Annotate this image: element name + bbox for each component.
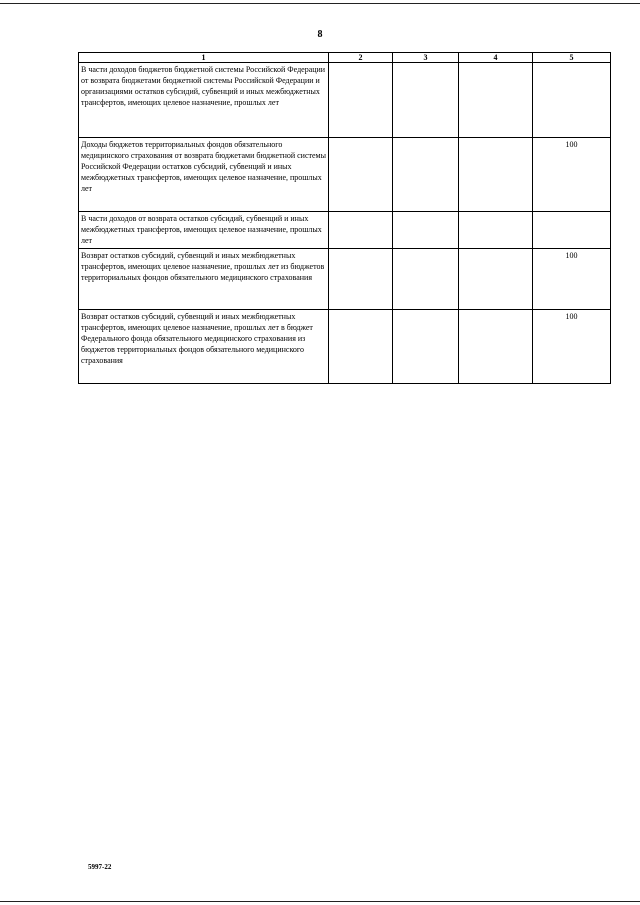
scan-bottom-edge — [0, 901, 640, 902]
row-col3 — [393, 249, 459, 310]
row-description: Доходы бюджетов территориальных фондов обязательного медицинского страхования от возврата бюджетами бюджетной системы Российской Федерации остатков субсидий, субвенций и иных межбюджетных трансфертов, имеющих целевое назначение, прошлых лет — [79, 138, 329, 212]
column-header-2: 2 — [329, 53, 393, 63]
row-col4 — [459, 212, 533, 249]
table-row — [79, 310, 611, 384]
page-number: 8 — [317, 29, 323, 40]
row-col3 — [393, 310, 459, 384]
row-col2 — [329, 249, 393, 310]
table-row — [79, 212, 611, 249]
row-col4 — [459, 63, 533, 138]
row-col2 — [329, 63, 393, 138]
column-header-3: 3 — [393, 53, 459, 63]
row-col4 — [459, 310, 533, 384]
row-description: Возврат остатков субсидий, субвенций и иных межбюджетных трансфертов, имеющих целевое назначение, прошлых лет из бюджетов территориальных фондов обязательного медицинского страхования — [79, 249, 329, 310]
budget-revenue-table — [78, 52, 611, 384]
row-col2 — [329, 310, 393, 384]
table-row — [79, 63, 611, 138]
column-header-5: 5 — [533, 53, 611, 63]
row-col5: 100 — [533, 138, 611, 212]
row-col2 — [329, 212, 393, 249]
scan-top-edge — [0, 3, 640, 4]
table-row — [79, 138, 611, 212]
row-col3 — [393, 138, 459, 212]
row-col3 — [393, 63, 459, 138]
row-col5 — [533, 63, 611, 138]
row-col4 — [459, 249, 533, 310]
column-header-4: 4 — [459, 53, 533, 63]
row-col5: 100 — [533, 249, 611, 310]
row-col5: 100 — [533, 310, 611, 384]
row-col4 — [459, 138, 533, 212]
footer-document-code: 5997-22 — [88, 863, 112, 871]
row-description: Возврат остатков субсидий, субвенций и иных межбюджетных трансфертов, имеющих целевое назначение, прошлых лет в бюджет Федерального фонда обязательного медицинского страхования из бюджетов территориальных фондов обязательного медицинского страхования — [79, 310, 329, 384]
row-description: В части доходов от возврата остатков субсидий, субвенций и иных межбюджетных трансфертов, имеющих целевое назначение, прошлых лет — [79, 212, 329, 249]
row-col2 — [329, 138, 393, 212]
column-header-1: 1 — [79, 53, 329, 63]
row-col5 — [533, 212, 611, 249]
table-header-row — [79, 53, 611, 63]
row-description: В части доходов бюджетов бюджетной системы Российской Федерации от возврата бюджетами бюджетной системы Российской Федерации и организациями остатков субсидий, субвенций и иных межбюджетных трансфертов, имеющих целевое назначение, прошлых лет — [79, 63, 329, 138]
row-col3 — [393, 212, 459, 249]
table-row — [79, 249, 611, 310]
